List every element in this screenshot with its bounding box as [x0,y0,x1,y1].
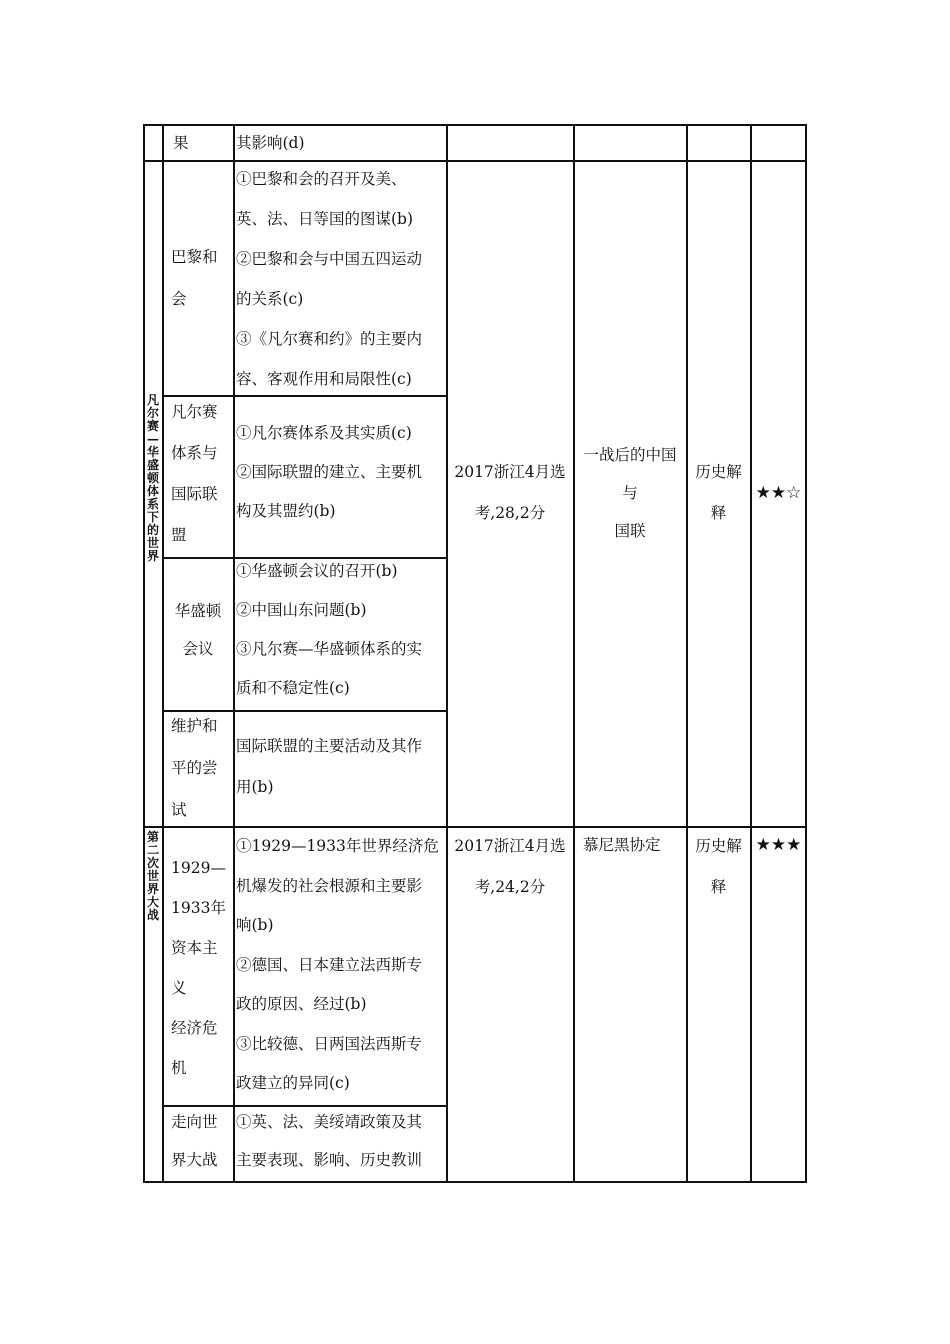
topic-line: 走向世 [171,1113,218,1131]
requirement-line: 的关系(c) [236,290,304,308]
unit-name-char: 第 [146,830,159,844]
unit-name-char: 顿 [146,471,159,485]
requirement-line: ①华盛顿会议的召开(b) [236,562,398,580]
topic-line: 资本主 [171,939,218,957]
grid-line [573,124,575,1183]
grid-line [805,124,807,1183]
unit-name-char: 次 [146,856,159,870]
unit-name-char: 盛 [146,458,159,472]
topic-line: 华盛顿 [174,602,222,620]
topic-line: 机 [171,1059,187,1077]
requirement-cell [236,1103,422,1179]
requirement-line: ②德国、日本建立法西斯专 [236,955,423,974]
curriculum-table [143,124,807,1183]
context-line: 国联 [614,522,646,540]
unit-name-char: 凡 [146,393,159,407]
requirement-line: ②国际联盟的建立、主要机 [236,463,423,481]
topic-line: 盟 [171,526,187,544]
topic-line: 体系与 [171,444,218,462]
literacy-line: 释 [710,504,727,522]
topic-line: 经济危 [171,1019,218,1037]
topic-line: 国际联 [171,485,218,503]
topic-line: 1929— [171,859,226,877]
topic-line: 界大战 [171,1151,218,1169]
literacy-line: 历史解 [695,837,742,855]
unit-name-char: — [147,432,159,446]
literacy-cell [687,452,750,534]
requirement-line: ①巴黎和会的召开及美、 [236,170,407,188]
unit-name-char: 界 [146,549,159,563]
topic-line: 1933年 [171,899,226,917]
requirement-line: ③比较德、日两国法西斯专 [236,1034,423,1053]
requirement-line: 容、客观作用和局限性(c) [236,370,412,388]
grid-line [143,124,145,1183]
requirement-cell [236,552,422,708]
unit-name-char: 二 [146,843,159,857]
exam-cell [447,826,573,908]
requirement-line: 主要表现、影响、历史教训 [236,1151,423,1169]
unit-name-char: 华 [146,445,159,459]
topic-cell [171,848,226,1088]
topic-line: 维护和 [171,717,218,735]
requirement-cell [236,726,422,808]
exam-line: 2017浙江4月选 [454,837,566,855]
requirement-line: 机爆发的社会根源和主要影 [236,876,423,895]
requirement-line: 英、法、日等国的图谋(b) [236,210,414,228]
requirement-line: 政的原因、经过(b) [236,995,367,1013]
unit-name-char: 世 [146,536,159,550]
grid-line [233,124,235,1183]
requirement-line: 政建立的异同(c) [236,1074,350,1092]
topic-line: 义 [171,979,187,997]
literacy-cell [687,826,750,908]
unit-name-char: 下 [146,510,159,524]
context-cell [583,826,661,864]
unit-name-char: 大 [146,895,159,909]
requirement-line: 构及其盟约(b) [236,502,336,520]
topic-line: 果 [173,134,189,152]
requirement-line: ②巴黎和会与中国五四运动 [236,250,423,268]
topic-cell [171,1103,218,1179]
requirement-line: 国际联盟的主要活动及其作 [236,737,423,755]
unit-name-char: 界 [146,882,159,896]
requirement-line: ③凡尔赛—华盛顿体系的实 [236,640,423,658]
unit-name-char: 赛 [146,419,159,433]
requirement-cell [236,827,439,1104]
requirement-line: 用(b) [236,778,274,796]
topic-line: 会议 [182,640,214,658]
exam-line: 考,28,2分 [474,504,546,522]
requirement-cell [236,159,422,399]
topic-cell [171,705,218,831]
grid-line [750,124,752,1183]
unit-name-char: 世 [146,869,159,883]
topic-line: 试 [171,801,187,819]
unit-name-char: 系 [146,497,159,511]
requirement-line: 质和不稳定性(c) [236,679,350,697]
unit-name-char: 体 [146,484,159,498]
difficulty-stars: ★★★ [755,835,802,855]
literacy-line: 释 [710,878,727,896]
exam-line: 2017浙江4月选 [454,463,566,481]
requirement-cell [236,414,422,531]
requirement-line: 其影响(d) [236,134,305,152]
grid-line [446,124,448,1183]
unit-name-char: 战 [146,908,159,922]
exam-line: 考,24,2分 [474,878,546,896]
requirement-line: ③《凡尔赛和约》的主要内 [236,330,423,348]
topic-line: 会 [171,290,187,308]
context-line: 与 [622,484,638,502]
unit-name [146,831,160,922]
grid-line [686,124,688,1183]
requirement-cell [236,124,305,162]
requirement-line: ①凡尔赛体系及其实质(c) [236,424,412,442]
topic-line: 凡尔赛 [171,403,218,421]
requirement-line: 响(b) [236,916,274,934]
grid-line [143,1181,807,1183]
unit-name-char: 的 [146,523,159,537]
topic-cell [171,236,218,320]
topic-line: 巴黎和 [171,248,218,266]
topic-cell [171,392,218,556]
context-line: 慕尼黑协定 [583,836,661,854]
requirement-line: ①英、法、美绥靖政策及其 [236,1113,423,1131]
exam-cell [447,452,573,534]
context-line: 一战后的中国 [583,446,677,464]
difficulty-stars: ★★☆ [755,483,802,503]
unit-name-char: 尔 [146,406,159,420]
topic-line: 平的尝 [171,759,218,777]
topic-cell [163,592,233,668]
requirement-line: ①1929—1933年世界经济危 [236,837,439,855]
requirement-line: ②中国山东问题(b) [236,601,367,619]
context-cell [574,436,686,550]
unit-name [146,394,160,563]
literacy-line: 历史解 [695,463,742,481]
topic-cell [173,124,189,162]
